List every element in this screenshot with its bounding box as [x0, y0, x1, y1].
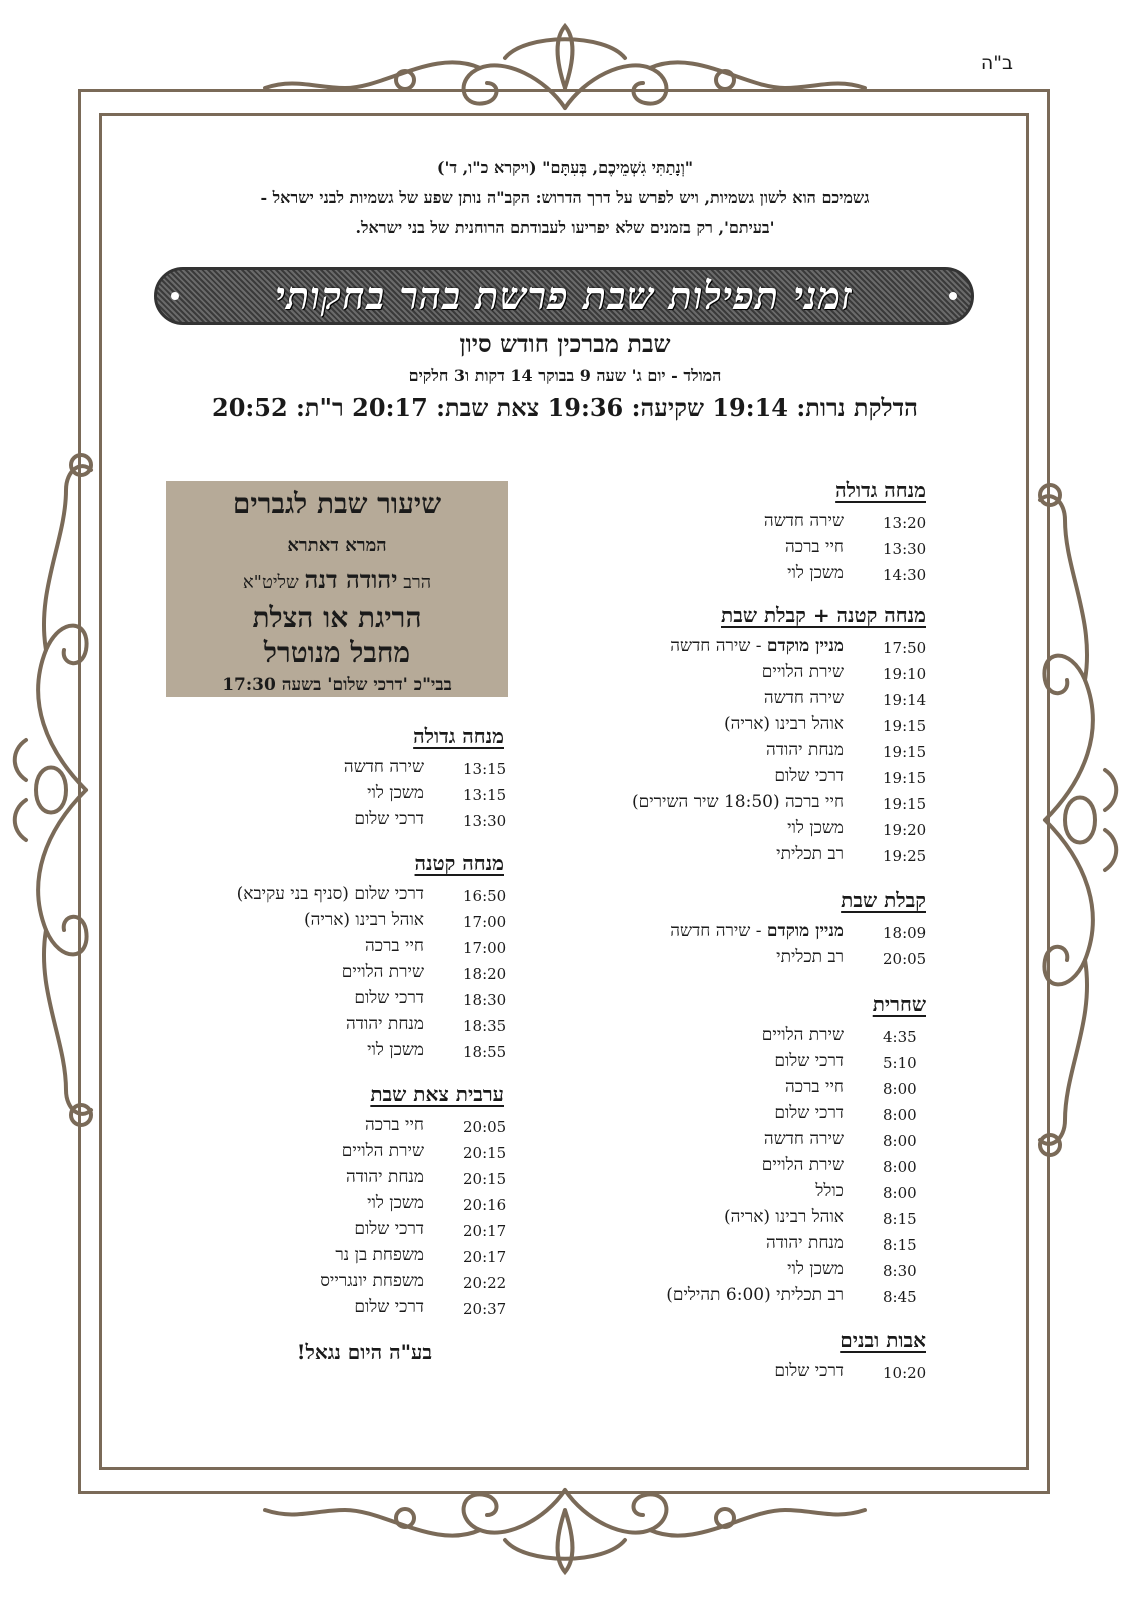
synagogue-name: [354, 809, 424, 829]
synagogue-name-text: - שירה חדשה: [670, 921, 767, 941]
prayer-time: 20:22: [463, 1274, 507, 1292]
prayer-time: 18:09: [883, 924, 927, 942]
synagogue-name: [766, 740, 844, 760]
schedule-row: [600, 1025, 930, 1051]
shiur-box: [166, 481, 508, 697]
prayer-time: 4:35: [883, 1028, 917, 1046]
prayer-time: 18:30: [463, 991, 507, 1009]
synagogue-name-text: חיי ברכה: [364, 1115, 424, 1135]
synagogue-name-text: שירת הלויים: [341, 962, 424, 982]
synagogue-name: [354, 1297, 424, 1317]
closing-line: בע"ה היום נגאל!: [296, 1340, 432, 1364]
prayer-time: 8:15: [883, 1236, 917, 1254]
shiur-subtitle: המרא דאתרא: [287, 535, 387, 556]
section-heading: מנחה קטנה: [414, 851, 504, 875]
schedule-row: [180, 1014, 510, 1040]
synagogue-name-text: אוהל רבינו (אריה): [723, 1207, 844, 1227]
synagogue-name: [762, 1025, 844, 1045]
synagogue-name-text: משכן לוי: [367, 1040, 424, 1060]
synagogue-name: [776, 947, 844, 967]
bottom-ornament: [255, 1480, 875, 1580]
synagogue-name: [764, 511, 844, 531]
synagogue-name: [762, 1155, 844, 1175]
schedule-row: [180, 1040, 510, 1066]
schedule-row: [600, 1077, 930, 1103]
synagogue-name-text: כולל: [815, 1181, 844, 1201]
banner-dot-left: [171, 292, 179, 300]
prayer-time: 19:10: [883, 665, 927, 683]
schedule-row: [180, 936, 510, 962]
synagogue-name: [670, 636, 844, 656]
schedule-row: [600, 1129, 930, 1155]
synagogue-name-text: שירה חדשה: [343, 757, 424, 777]
schedule-row: [180, 1167, 510, 1193]
prayer-time: 19:14: [883, 691, 927, 709]
section-heading: ערבית צאת שבת: [370, 1082, 504, 1106]
synagogue-name: [304, 910, 424, 930]
section-heading: קבלת שבת: [841, 888, 926, 912]
prayer-time: 20:15: [463, 1170, 507, 1188]
prayer-time: 10:20: [883, 1364, 927, 1382]
prayer-time: 20:17: [463, 1222, 507, 1240]
schedule-row: [180, 988, 510, 1014]
prayer-time: 13:30: [463, 812, 507, 830]
prayer-time: 17:00: [463, 939, 507, 957]
schedule-row: [180, 1141, 510, 1167]
schedule-row: [600, 662, 930, 688]
schedule-row: [600, 1207, 930, 1233]
prayer-time: 18:35: [463, 1017, 507, 1035]
rabbi-name: יהודה דנה: [304, 565, 398, 594]
section-heading: מנחה גדולה: [835, 478, 926, 502]
synagogue-name-text: משפחת יונגרייס: [320, 1271, 424, 1291]
prayer-time: 19:15: [883, 743, 927, 761]
prayer-time: 17:50: [883, 639, 927, 657]
synagogue-name: [346, 1014, 424, 1034]
synagogue-name: [367, 783, 424, 803]
schedule-row: [600, 947, 930, 973]
prayer-time: 20:37: [463, 1300, 507, 1318]
schedule-row: [600, 688, 930, 714]
prayer-time: 20:15: [463, 1144, 507, 1162]
synagogue-name-text: אוהל רבינו (אריה): [723, 714, 844, 734]
synagogue-name-text: דרכי שלום: [774, 1361, 844, 1381]
synagogue-name: [354, 988, 424, 1008]
synagogue-name: [787, 563, 844, 583]
schedule-row: [600, 1233, 930, 1259]
synagogue-name-text: חיי ברכה (18:50 שיר השירים): [631, 792, 844, 812]
prayer-time: 5:10: [883, 1054, 917, 1072]
synagogue-name-text: משכן לוי: [787, 818, 844, 838]
synagogue-name: [774, 766, 844, 786]
right-ornament: [1030, 480, 1125, 1160]
synagogue-name-text: דרכי שלום: [354, 1297, 424, 1317]
shiur-topic-line-1: הריגת או הצלת: [252, 601, 422, 634]
schedule-row: [600, 1103, 930, 1129]
banner-title: זמני תפילות שבת פרשת בהר בחקותי: [275, 273, 853, 318]
prayer-time: 20:16: [463, 1196, 507, 1214]
top-ornament: [255, 18, 875, 118]
synagogue-name: [666, 1285, 844, 1305]
synagogue-name: [342, 962, 424, 982]
synagogue-name-text: משכן לוי: [367, 1193, 424, 1213]
schedule-row: [600, 1259, 930, 1285]
schedule-row: [600, 1361, 930, 1387]
schedule-row: [600, 537, 930, 563]
schedule-row: [180, 1245, 510, 1271]
synagogue-name-text: משכן לוי: [787, 1259, 844, 1279]
synagogue-name-text: דרכי שלום: [774, 766, 844, 786]
synagogue-name: [764, 688, 844, 708]
prayer-time: 19:25: [883, 847, 927, 865]
synagogue-name-text: משכן לוי: [787, 563, 844, 583]
schedule-row: [180, 884, 510, 910]
prayer-time: 8:00: [883, 1158, 917, 1176]
early-minyan-label: מניין מוקדם: [766, 636, 844, 656]
corner-mark: ב"ה: [980, 52, 1013, 74]
synagogue-name: [365, 936, 424, 956]
prayer-time: 18:55: [463, 1043, 507, 1061]
synagogue-name-text: שירה חדשה: [763, 511, 844, 531]
synagogue-name: [762, 662, 844, 682]
prayer-time: 20:05: [463, 1118, 507, 1136]
synagogue-name-text: שירה חדשה: [763, 1129, 844, 1149]
prayer-time: 19:15: [883, 795, 927, 813]
synagogue-name: [724, 1207, 844, 1227]
schedule-row: [180, 757, 510, 783]
prayer-time: 13:15: [463, 760, 507, 778]
synagogue-name-text: דרכי שלום: [774, 1103, 844, 1123]
shiur-topic-line-2: מחבל מנוטרל: [263, 636, 411, 669]
prayer-time: 8:30: [883, 1262, 917, 1280]
schedule-row: [180, 1115, 510, 1141]
prayer-time: 19:15: [883, 769, 927, 787]
schedule-row: [180, 783, 510, 809]
synagogue-name-text: דרכי שלום: [774, 1051, 844, 1071]
prayer-time: 8:00: [883, 1106, 917, 1124]
synagogue-name-text: רב תכליתי (6:00 תהילים): [666, 1285, 844, 1305]
prayer-time: 8:00: [883, 1132, 917, 1150]
schedule-row: [600, 511, 930, 537]
schedule-row: [600, 818, 930, 844]
title-banner: [154, 267, 974, 325]
synagogue-name: [774, 1051, 844, 1071]
synagogue-name: [320, 1271, 424, 1291]
synagogue-name: [335, 1245, 424, 1265]
section-heading: מנחה קטנה + קבלת שבת: [721, 603, 926, 627]
molad-line: המולד - יום ג' שעה 9 בבוקר 14 דקות ו3 חלקים: [408, 366, 722, 385]
prayer-time: 13:20: [883, 514, 927, 532]
synagogue-name: [365, 1115, 424, 1135]
schedule-row: [600, 1155, 930, 1181]
schedule-row: [600, 792, 930, 818]
shiur-location: בבי"כ 'דרכי שלום' בשעה 17:30: [222, 675, 452, 695]
synagogue-name: [785, 1077, 844, 1097]
schedule-row: [600, 1051, 930, 1077]
synagogue-name: [346, 1167, 424, 1187]
schedule-row: [180, 1297, 510, 1323]
synagogue-name-text: שירת הלויים: [341, 1141, 424, 1161]
synagogue-name-text: מנחת יהודה: [346, 1014, 424, 1034]
schedule-row: [600, 563, 930, 589]
schedule-row: [180, 962, 510, 988]
intro-verse: "וְנָתַתִּי גִשְׁמֵיכֶם, בְּעִתָּם" (ויקרא כ"ו, ד'): [436, 158, 694, 177]
schedule-row: [600, 766, 930, 792]
prayer-time: 13:30: [883, 540, 927, 558]
synagogue-name: [724, 714, 844, 734]
synagogue-name: [670, 921, 844, 941]
banner-dot-right: [949, 292, 957, 300]
synagogue-name: [774, 1361, 844, 1381]
schedule-row: [600, 1181, 930, 1207]
synagogue-name-text: דרכי שלום: [354, 988, 424, 1008]
synagogue-name-text: רב תכליתי: [776, 947, 844, 967]
schedule-row: [600, 844, 930, 870]
synagogue-name-text: משכן לוי: [367, 783, 424, 803]
synagogue-name: [776, 844, 844, 864]
prayer-time: 16:50: [463, 887, 507, 905]
prayer-time: 20:05: [883, 950, 927, 968]
prayer-time: 17:00: [463, 913, 507, 931]
schedule-row: [600, 1285, 930, 1311]
schedule-row: [600, 921, 930, 947]
synagogue-name: [815, 1181, 844, 1201]
prayer-time: 13:15: [463, 786, 507, 804]
synagogue-name-text: דרכי שלום: [354, 809, 424, 829]
prayer-time: 19:20: [883, 821, 927, 839]
synagogue-name-text: שירת הלויים: [761, 1025, 844, 1045]
schedule-row: [180, 910, 510, 936]
schedule-row: [180, 1193, 510, 1219]
prayer-time: 18:20: [463, 965, 507, 983]
intro-commentary-1: גשמיכם הוא לשון גשמיות, ויש לפרש על דרך הדרוש: הקב"ה נותן שפע של גשמיות לבני ישראל -: [260, 188, 870, 207]
synagogue-name-text: מנחת יהודה: [766, 1233, 844, 1253]
prayer-time: 8:00: [883, 1184, 917, 1202]
schedule-row: [600, 636, 930, 662]
synagogue-name: [342, 1141, 424, 1161]
synagogue-name-text: אוהל רבינו (אריה): [303, 910, 424, 930]
synagogue-name-text: חיי ברכה: [784, 1077, 844, 1097]
synagogue-name: [237, 884, 424, 904]
synagogue-name-text: חיי ברכה: [364, 936, 424, 956]
synagogue-name-text: - שירה חדשה: [670, 636, 767, 656]
synagogue-name: [785, 537, 844, 557]
synagogue-name: [367, 1040, 424, 1060]
shiur-title: שיעור שבת לגברים: [232, 487, 442, 520]
shiur-rabbi: [166, 565, 508, 595]
prayer-time: 19:15: [883, 717, 927, 735]
shabbat-subtitle: שבת מברכין חודש סיון: [459, 329, 671, 358]
synagogue-name-text: רב תכליתי: [776, 844, 844, 864]
schedule-row: [180, 1219, 510, 1245]
prayer-time: 20:17: [463, 1248, 507, 1266]
prayer-time: 8:15: [883, 1210, 917, 1228]
synagogue-name: [766, 1233, 844, 1253]
rabbi-prefix: הרב: [397, 572, 432, 593]
intro-commentary-2: 'בעיתם', רק בזמנים שלא יפריעו לעבודתם הרוחנית של בני ישראל.: [355, 218, 775, 237]
schedule-row: [180, 1271, 510, 1297]
synagogue-name-text: שירת הלויים: [761, 1155, 844, 1175]
synagogue-name-text: חיי ברכה: [784, 537, 844, 557]
prayer-time: 8:45: [883, 1288, 917, 1306]
rabbi-suffix: שליט"א: [242, 572, 305, 593]
synagogue-name: [787, 1259, 844, 1279]
synagogue-name-text: שירה חדשה: [763, 688, 844, 708]
synagogue-name: [354, 1219, 424, 1239]
schedule-row: [600, 714, 930, 740]
synagogue-name: [764, 1129, 844, 1149]
section-heading: אבות ובנים: [840, 1328, 926, 1352]
synagogue-name: [367, 1193, 424, 1213]
synagogue-name-text: דרכי שלום (סניף בני עקיבא): [236, 884, 424, 904]
synagogue-name: [632, 792, 844, 812]
section-heading: שחרית: [872, 992, 926, 1016]
synagogue-name-text: שירת הלויים: [761, 662, 844, 682]
prayer-time: 14:30: [883, 566, 927, 584]
synagogue-name: [344, 757, 424, 777]
left-ornament: [6, 450, 101, 1130]
prayer-time: 8:00: [883, 1080, 917, 1098]
section-heading: מנחה גדולה: [413, 724, 504, 748]
synagogue-name-text: מנחת יהודה: [766, 740, 844, 760]
synagogue-name-text: משפחת בן נר: [335, 1245, 424, 1265]
schedule-row: [180, 809, 510, 835]
synagogue-name: [787, 818, 844, 838]
shabbat-times: הדלקת נרות: 19:14 שקיעה: 19:36 צאת שבת: 20:17 ר"ת: 20:52: [212, 393, 918, 422]
synagogue-name: [774, 1103, 844, 1123]
schedule-row: [600, 740, 930, 766]
synagogue-name-text: מנחת יהודה: [346, 1167, 424, 1187]
early-minyan-label: מניין מוקדם: [766, 921, 844, 941]
synagogue-name-text: דרכי שלום: [354, 1219, 424, 1239]
